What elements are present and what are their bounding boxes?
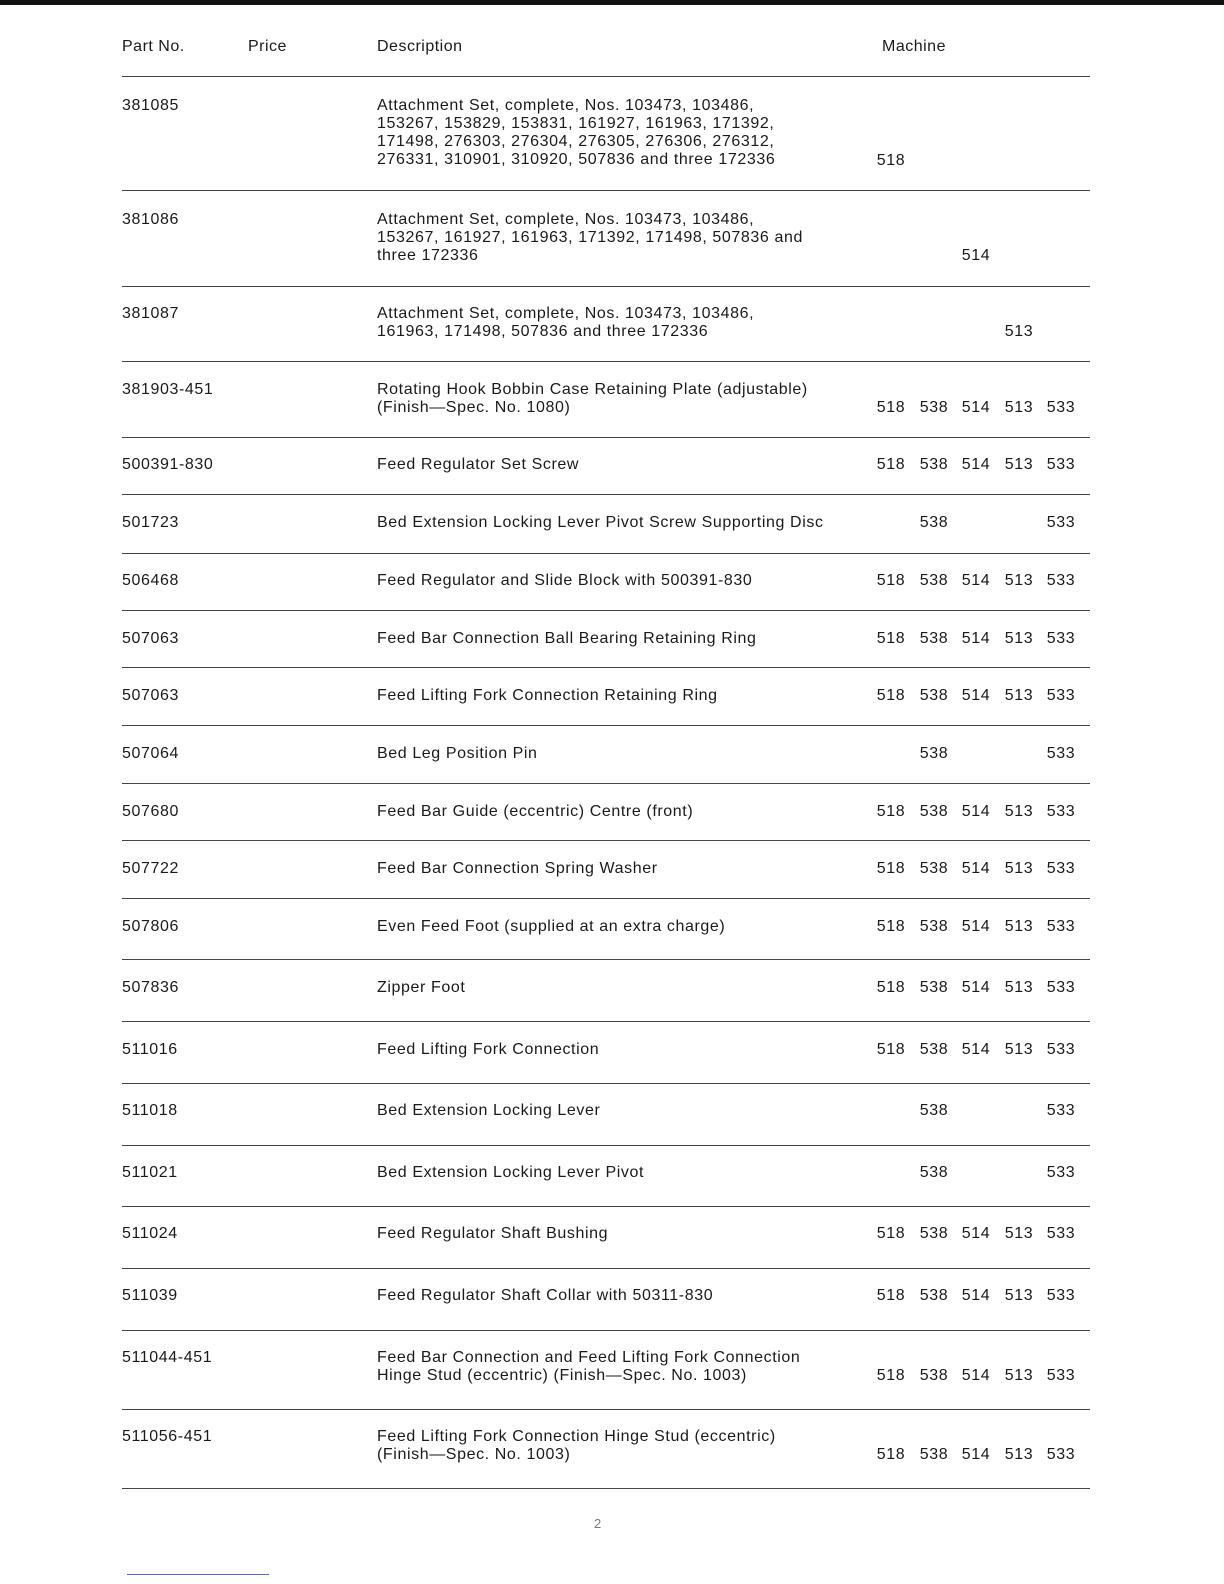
machine-533: 533: [1046, 1164, 1076, 1181]
description-line: (Finish—Spec. No. 1003): [377, 1446, 571, 1463]
part-number: 511021: [122, 1164, 178, 1181]
description-line: Feed Regulator Set Screw: [377, 456, 580, 473]
machine-513: 513: [1004, 399, 1034, 416]
description-line: 153267, 161927, 161963, 171392, 171498, 507836 and: [377, 229, 803, 246]
machine-514: 514: [961, 1367, 991, 1384]
description-line: Attachment Set, complete, Nos. 103473, 103486,: [377, 211, 755, 228]
machine-513: 513: [1004, 979, 1034, 996]
part-description: [377, 305, 872, 341]
machine-518: 518: [876, 1041, 906, 1058]
part-description: [377, 918, 872, 936]
description-line: Feed Bar Connection Spring Washer: [377, 860, 658, 877]
machine-533: 533: [1046, 1367, 1076, 1384]
machine-538: 538: [919, 630, 949, 647]
machine-513: 513: [1004, 630, 1034, 647]
machine-538: 538: [919, 572, 949, 589]
description-line: Feed Regulator Shaft Bushing: [377, 1225, 609, 1242]
machine-538: 538: [919, 918, 949, 935]
machine-513: 513: [1004, 456, 1034, 473]
row-divider: [122, 725, 1090, 726]
part-number: 501723: [122, 514, 179, 531]
machine-518: 518: [876, 456, 906, 473]
row-divider: [122, 190, 1090, 191]
description-line: 153267, 153829, 153831, 161927, 161963, 171392,: [377, 115, 775, 132]
row-divider: [122, 1206, 1090, 1207]
description-line: Attachment Set, complete, Nos. 103473, 103486,: [377, 97, 755, 114]
machine-518: 518: [876, 860, 906, 877]
description-line: Feed Lifting Fork Connection Retaining Ring: [377, 687, 718, 704]
part-number: 511044-451: [122, 1349, 213, 1366]
part-description: [377, 97, 872, 169]
machine-list: [860, 514, 1088, 534]
machine-514: 514: [961, 918, 991, 935]
description-line: Feed Bar Connection and Feed Lifting Fork Connection: [377, 1349, 801, 1366]
page-number: 2: [594, 1516, 602, 1531]
machine-518: 518: [876, 1367, 906, 1384]
description-line: Feed Lifting Fork Connection Hinge Stud (eccentric): [377, 1428, 776, 1445]
part-number: 381086: [122, 211, 179, 228]
description-line: Feed Bar Connection Ball Bearing Retaining Ring: [377, 630, 757, 647]
machine-list: [860, 247, 1088, 267]
part-description: [377, 1041, 872, 1059]
machine-list: [860, 572, 1088, 592]
machine-list: [860, 1164, 1088, 1184]
part-number: 381087: [122, 305, 179, 322]
machine-533: 533: [1046, 803, 1076, 820]
part-number: 506468: [122, 572, 179, 589]
column-header: [0, 38, 1224, 58]
machine-538: 538: [919, 1164, 949, 1181]
machine-list: [860, 1446, 1088, 1466]
machine-513: 513: [1004, 687, 1034, 704]
part-number: 507063: [122, 687, 179, 704]
part-description: [377, 687, 872, 705]
machine-538: 538: [919, 1041, 949, 1058]
part-description: [377, 745, 872, 763]
description-line: Bed Extension Locking Lever Pivot Screw Supporting Disc: [377, 514, 824, 531]
machine-513: 513: [1004, 323, 1034, 340]
machine-533: 533: [1046, 630, 1076, 647]
machine-538: 538: [919, 803, 949, 820]
row-divider: [122, 553, 1090, 554]
machine-list: [860, 1367, 1088, 1387]
top-border: [0, 0, 1224, 5]
machine-533: 533: [1046, 514, 1076, 531]
machine-514: 514: [961, 803, 991, 820]
machine-518: 518: [876, 687, 906, 704]
machine-list: [860, 918, 1088, 938]
machine-538: 538: [919, 1446, 949, 1463]
row-divider: [122, 840, 1090, 841]
part-number: 500391-830: [122, 456, 214, 473]
part-description: [377, 1287, 872, 1305]
machine-533: 533: [1046, 399, 1076, 416]
row-divider: [122, 1268, 1090, 1269]
description-line: (Finish—Spec. No. 1080): [377, 399, 571, 416]
machine-533: 533: [1046, 687, 1076, 704]
machine-518: 518: [876, 803, 906, 820]
description-line: Bed Leg Position Pin: [377, 745, 538, 762]
part-description: [377, 572, 872, 590]
part-number: 381085: [122, 97, 179, 114]
part-description: [377, 630, 872, 648]
header-machine: Machine: [882, 38, 946, 55]
machine-list: [860, 1041, 1088, 1061]
machine-533: 533: [1046, 1287, 1076, 1304]
row-divider: [122, 1021, 1090, 1022]
description-line: 161963, 171498, 507836 and three 172336: [377, 323, 709, 340]
machine-514: 514: [961, 1287, 991, 1304]
machine-514: 514: [961, 687, 991, 704]
header-part-no: Part No.: [122, 38, 185, 55]
machine-538: 538: [919, 860, 949, 877]
machine-513: 513: [1004, 1225, 1034, 1242]
machine-513: 513: [1004, 860, 1034, 877]
machine-538: 538: [919, 745, 949, 762]
part-number: 511016: [122, 1041, 178, 1058]
part-number: 507680: [122, 803, 179, 820]
row-divider: [122, 898, 1090, 899]
machine-513: 513: [1004, 803, 1034, 820]
row-divider: [122, 667, 1090, 668]
part-number: 511024: [122, 1225, 178, 1242]
machine-list: [860, 1102, 1088, 1122]
description-line: Rotating Hook Bobbin Case Retaining Plate (adjustable): [377, 381, 808, 398]
description-line: Feed Lifting Fork Connection: [377, 1041, 600, 1058]
machine-list: [860, 399, 1088, 419]
part-description: [377, 456, 872, 474]
description-line: Even Feed Foot (supplied at an extra charge): [377, 918, 726, 935]
description-line: 276331, 310901, 310920, 507836 and three 172336: [377, 151, 776, 168]
machine-list: [860, 860, 1088, 880]
part-number: 511018: [122, 1102, 178, 1119]
machine-513: 513: [1004, 1367, 1034, 1384]
machine-538: 538: [919, 687, 949, 704]
part-number: 511056-451: [122, 1428, 213, 1445]
machine-533: 533: [1046, 860, 1076, 877]
part-description: [377, 1102, 872, 1120]
machine-538: 538: [919, 399, 949, 416]
machine-533: 533: [1046, 979, 1076, 996]
machine-538: 538: [919, 514, 949, 531]
row-divider: [122, 76, 1090, 77]
machine-list: [860, 152, 1088, 172]
row-divider: [122, 494, 1090, 495]
row-divider: [122, 1409, 1090, 1410]
machine-514: 514: [961, 979, 991, 996]
machine-533: 533: [1046, 1225, 1076, 1242]
machine-538: 538: [919, 1102, 949, 1119]
part-description: [377, 803, 872, 821]
machine-list: [860, 630, 1088, 650]
machine-518: 518: [876, 918, 906, 935]
part-number: 507722: [122, 860, 179, 877]
part-description: [377, 860, 872, 878]
machine-list: [860, 979, 1088, 999]
part-number: 507063: [122, 630, 179, 647]
description-line: Attachment Set, complete, Nos. 103473, 103486,: [377, 305, 755, 322]
machine-518: 518: [876, 399, 906, 416]
part-description: [377, 514, 872, 532]
machine-533: 533: [1046, 572, 1076, 589]
machine-list: [860, 1225, 1088, 1245]
row-divider: [122, 437, 1090, 438]
description-line: Feed Bar Guide (eccentric) Centre (front): [377, 803, 694, 820]
row-divider: [122, 286, 1090, 287]
part-number: 381903-451: [122, 381, 214, 398]
bottom-rule: [127, 1574, 269, 1575]
description-line: Feed Regulator Shaft Collar with 50311-830: [377, 1287, 714, 1304]
part-number: 507064: [122, 745, 179, 762]
machine-514: 514: [961, 1225, 991, 1242]
machine-514: 514: [961, 630, 991, 647]
machine-518: 518: [876, 1287, 906, 1304]
machine-514: 514: [961, 860, 991, 877]
row-divider: [122, 783, 1090, 784]
row-divider: [122, 610, 1090, 611]
part-number: 507836: [122, 979, 179, 996]
machine-513: 513: [1004, 918, 1034, 935]
machine-533: 533: [1046, 745, 1076, 762]
part-description: [377, 979, 872, 997]
machine-513: 513: [1004, 1287, 1034, 1304]
description-line: Hinge Stud (eccentric) (Finish—Spec. No. 1003): [377, 1367, 747, 1384]
part-description: [377, 1164, 872, 1182]
description-line: Bed Extension Locking Lever Pivot: [377, 1164, 645, 1181]
part-description: [377, 381, 872, 417]
machine-list: [860, 456, 1088, 476]
machine-538: 538: [919, 979, 949, 996]
machine-538: 538: [919, 1367, 949, 1384]
machine-list: [860, 323, 1088, 343]
part-description: [377, 1349, 872, 1385]
description-line: Feed Regulator and Slide Block with 500391-830: [377, 572, 753, 589]
part-description: [377, 211, 872, 265]
header-price: Price: [248, 38, 287, 55]
machine-538: 538: [919, 1225, 949, 1242]
machine-514: 514: [961, 1041, 991, 1058]
description-line: 171498, 276303, 276304, 276305, 276306, 276312,: [377, 133, 775, 150]
machine-518: 518: [876, 572, 906, 589]
machine-533: 533: [1046, 1446, 1076, 1463]
machine-538: 538: [919, 456, 949, 473]
machine-518: 518: [876, 1446, 906, 1463]
machine-518: 518: [876, 1225, 906, 1242]
part-number: 507806: [122, 918, 179, 935]
part-number: 511039: [122, 1287, 178, 1304]
header-description: Description: [377, 38, 463, 55]
machine-533: 533: [1046, 1041, 1076, 1058]
machine-533: 533: [1046, 456, 1076, 473]
machine-list: [860, 1287, 1088, 1307]
machine-513: 513: [1004, 1041, 1034, 1058]
machine-514: 514: [961, 247, 991, 264]
machine-514: 514: [961, 456, 991, 473]
row-divider: [122, 959, 1090, 960]
machine-513: 513: [1004, 1446, 1034, 1463]
machine-514: 514: [961, 1446, 991, 1463]
part-description: [377, 1428, 872, 1464]
machine-533: 533: [1046, 918, 1076, 935]
row-divider: [122, 1083, 1090, 1084]
machine-533: 533: [1046, 1102, 1076, 1119]
row-divider: [122, 1330, 1090, 1331]
machine-513: 513: [1004, 572, 1034, 589]
description-line: Bed Extension Locking Lever: [377, 1102, 601, 1119]
machine-518: 518: [876, 979, 906, 996]
part-description: [377, 1225, 872, 1243]
row-divider: [122, 1145, 1090, 1146]
description-line: three 172336: [377, 247, 479, 264]
description-line: Zipper Foot: [377, 979, 466, 996]
machine-list: [860, 687, 1088, 707]
machine-518: 518: [876, 152, 906, 169]
machine-538: 538: [919, 1287, 949, 1304]
row-divider: [122, 361, 1090, 362]
machine-514: 514: [961, 399, 991, 416]
machine-514: 514: [961, 572, 991, 589]
machine-list: [860, 745, 1088, 765]
machine-518: 518: [876, 630, 906, 647]
machine-list: [860, 803, 1088, 823]
row-divider: [122, 1488, 1090, 1489]
